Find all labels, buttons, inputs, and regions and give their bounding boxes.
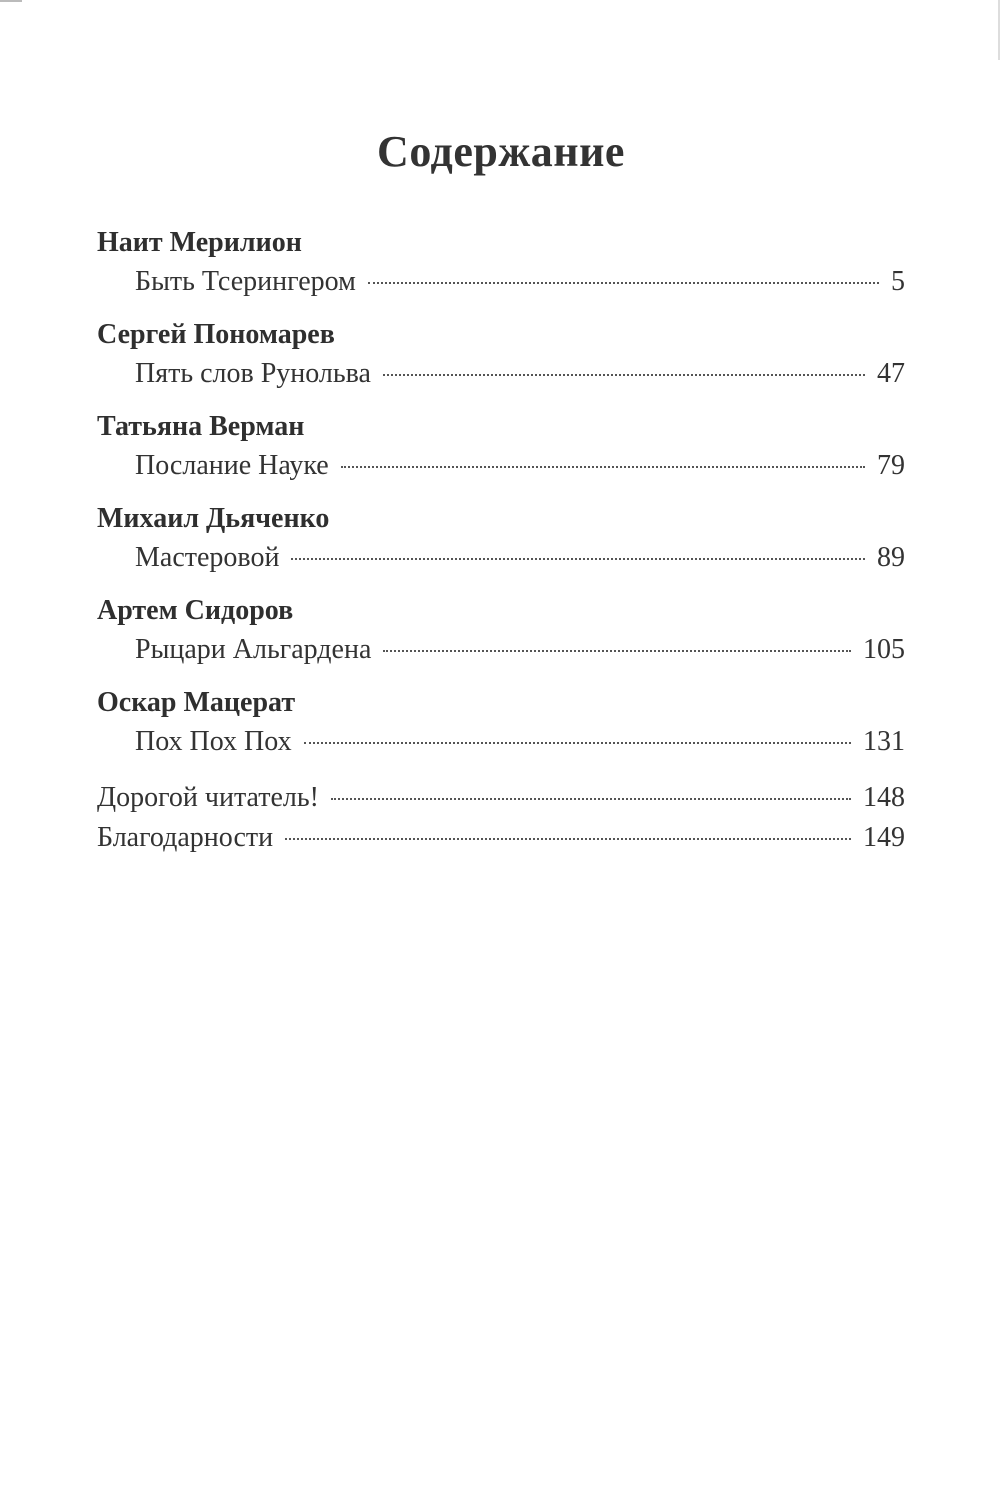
dot-leader: [331, 798, 851, 800]
dot-leader: [383, 650, 851, 652]
corner-crop-mark: [0, 0, 22, 2]
toc-entry[interactable]: [97, 538, 905, 578]
dot-leader: [304, 742, 851, 744]
dot-leader: [383, 374, 865, 376]
toc-section: [97, 684, 905, 762]
author-name: Михаил Дьяченко: [97, 503, 330, 534]
toc-entry[interactable]: [97, 354, 905, 394]
author-name: Татьяна Верман: [97, 411, 305, 442]
story-title: Пох Пох Пох: [135, 726, 292, 757]
page-number: 79: [877, 450, 905, 481]
page-number: 47: [877, 358, 905, 389]
dot-leader: [368, 282, 879, 284]
story-title: Пять слов Рунольва: [135, 358, 371, 389]
page-number: 89: [877, 542, 905, 573]
table-of-contents: [97, 224, 905, 858]
toc-section: [97, 500, 905, 578]
toc-section: [97, 224, 905, 302]
story-title: Рыцари Альгардена: [135, 634, 372, 665]
author-name: Наит Мерилион: [97, 227, 302, 258]
page-number: 148: [863, 782, 905, 813]
entry-title: Дорогой читатель!: [97, 782, 319, 813]
entry-title: Благодарности: [97, 822, 274, 853]
author-name: Оскар Мацерат: [97, 687, 296, 718]
dot-leader: [341, 466, 865, 468]
toc-section: [97, 316, 905, 394]
story-title: Быть Тсерингером: [135, 266, 356, 297]
toc-section: [97, 592, 905, 670]
story-title: Послание Науке: [135, 450, 329, 481]
toc-entry[interactable]: [97, 446, 905, 486]
toc-extras: [97, 778, 905, 858]
page-title: Содержание: [377, 127, 625, 176]
dot-leader: [291, 558, 865, 560]
page-number: 149: [863, 822, 905, 853]
author-name: Сергей Пономарев: [97, 319, 335, 350]
toc-entry[interactable]: [97, 262, 905, 302]
toc-entry-reader[interactable]: [97, 778, 905, 818]
toc-entry-acknowledgements[interactable]: [97, 818, 905, 858]
dot-leader: [285, 838, 851, 840]
toc-section: [97, 408, 905, 486]
page-number: 131: [863, 726, 905, 757]
author-name: Артем Сидоров: [97, 595, 294, 626]
page-number: 105: [863, 634, 905, 665]
toc-entry[interactable]: [97, 722, 905, 762]
story-title: Мастеровой: [135, 542, 280, 573]
toc-entry[interactable]: [97, 630, 905, 670]
page-number: 5: [891, 266, 905, 297]
